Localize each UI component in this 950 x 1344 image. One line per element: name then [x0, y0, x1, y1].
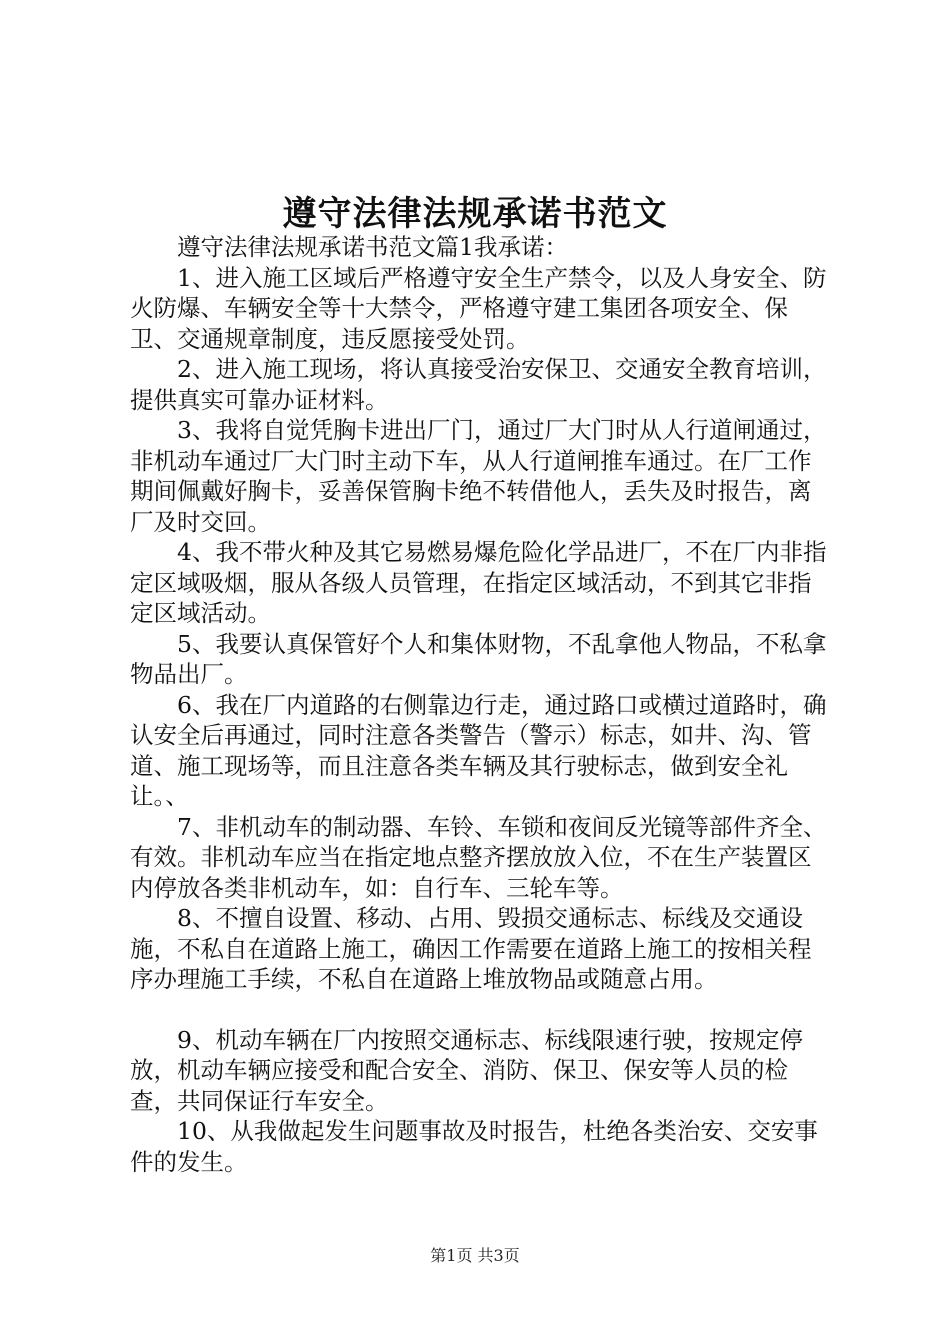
commitment-item-9: 9、机动车辆在厂内按照交通标志、标线限速行驶，按规定停放，机动车辆应接受和配合安全、消防、保卫、保安等人员的检查，共同保证行车安全。 [130, 1025, 803, 1115]
commitment-item-7: 7、非机动车的制动器、车铃、车锁和夜间反光镜等部件齐全、有效。非机动车应当在指定地点整齐摆放放入位，不在生产装置区内停放各类非机动车，如：自行车、三轮车等。 [130, 812, 827, 902]
commitment-item-8: 8、不擅自设置、移动、占用、毁损交通标志、标线及交通设施，不私自在道路上施工，确因工作需要在道路上施工的按相关程序办理施工手续，不私自在道路上堆放物品或随意占用。 [130, 904, 812, 993]
commitment-item-10: 10、从我做起发生问题事故及时报告，杜绝各类治安、交安事件的发生。 [130, 1117, 818, 1176]
commitment-item-1: 1、进入施工区域后严格遵守安全生产禁令，以及人身安全、防火防爆、车辆安全等十大禁令，严格遵守建工集团各项安全、保卫、交通规章制度，违反愿接受处罚。 [130, 263, 827, 353]
commitment-item-5: 5、我要认真保管好个人和集体财物，不乱拿他人物品，不私拿物品出厂。 [130, 629, 827, 688]
document-body [130, 232, 830, 1177]
commitment-item-3: 3、我将自觉凭胸卡进出厂门，通过厂大门时从人行道闸通过，非机动车通过厂大门时主动下车，从人行道闸推车通过。在厂工作期间佩戴好胸卡，妥善保管胸卡绝不转借他人，丢失及时报告，离厂及时交回。 [130, 416, 827, 536]
document-title: 遵守法律法规承诺书范文 [282, 194, 668, 234]
commitment-item-6: 6、我在厂内道路的右侧靠边行走，通过路口或横过道路时，确认安全后再通过，同时注意各类警告（警示）标志，如井、沟、管道、施工现场等，而且注意各类车辆及其行驶标志，做到安全礼让。、 [130, 690, 827, 810]
commitment-item-2: 2、进入施工现场，将认真接受治安保卫、交通安全教育培训，提供真实可靠办证材料。 [130, 355, 827, 414]
page-number-footer: 第1页 共3页 [430, 1246, 520, 1265]
intro-paragraph: 遵守法律法规承诺书范文篇1我承诺： [177, 233, 568, 261]
commitment-item-4: 4、我不带火种及其它易燃易爆危险化学品进厂，不在厂内非指定区域吸烟，服从各级人员管理，在指定区域活动，不到其它非指定区域活动。 [130, 538, 827, 627]
